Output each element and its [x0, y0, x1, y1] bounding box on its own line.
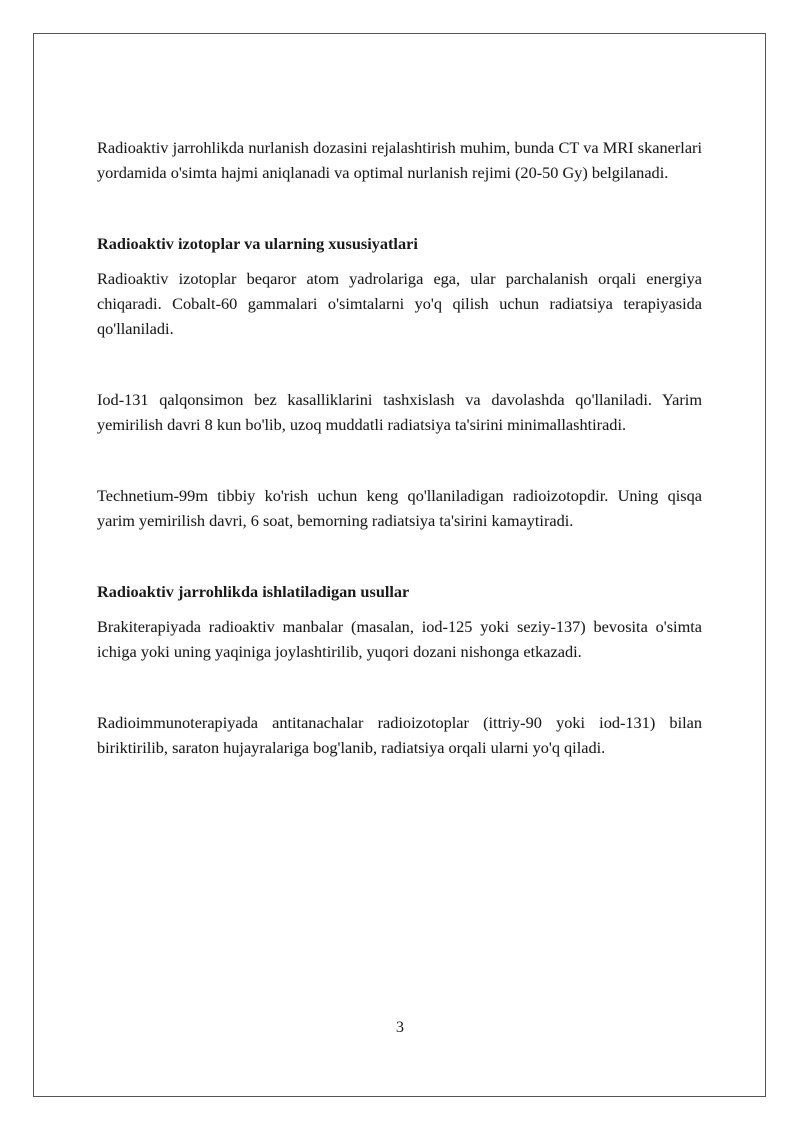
paragraph-radioimmunotherapy: Radioimmunoterapiyada antitanachalar radioizotoplar (ittriy-90 yoki iod-131) bilan biriktirilib, saraton hujayralariga bog'lanib, radiatsiya orqali ularni yo'q qiladi. [97, 713, 702, 757]
paragraph-technetium-99m: Technetium-99m tibbiy ko'rish uchun keng qo'llaniladigan radioizotopdir. Uning qisqa yarim yemirilish davri, 6 soat, bemorning radiatsiya ta'sirini kamaytiradi. [97, 486, 702, 530]
section-heading-isotopes: Radioaktiv izotoplar va ularning xususiyatlari [97, 234, 418, 253]
paragraph-brachytherapy: Brakiterapiyada radioaktiv manbalar (masalan, iod-125 yoki seziy-137) bevosita o'simta ichiga yoki uning yaqiniga joylashtirilib, yuqori dozani nishonga etkazadi. [97, 617, 702, 661]
section-heading-methods: Radioaktiv jarrohlikda ishlatiladigan usullar [97, 582, 410, 601]
paragraph-dose-planning: Radioaktiv jarrohlikda nurlanish dozasini rejalashtirish muhim, bunda CT va MRI skanerlari yordamida o'simta hajmi aniqlanadi va optimal nurlanish rejimi (20-50 Gy) belgilanadi. [97, 138, 702, 182]
paragraph-iodine-131: Iod-131 qalqonsimon bez kasalliklarini tashxislash va davolashda qo'llaniladi. Yarim yemirilish davri 8 kun bo'lib, uzoq muddatli radiatsiya ta'sirini minimallashtiradi. [97, 390, 702, 434]
page-number: 3 [395, 1017, 405, 1036]
paragraph-cobalt-60: Radioaktiv izotoplar beqaror atom yadrolariga ega, ular parchalanish orqali energiya chiqaradi. Cobalt-60 gammalari o'simtalarni yo'q qilish uchun radiatsiya terapiyasida qo'llaniladi. [97, 269, 702, 338]
document-body [97, 135, 702, 760]
